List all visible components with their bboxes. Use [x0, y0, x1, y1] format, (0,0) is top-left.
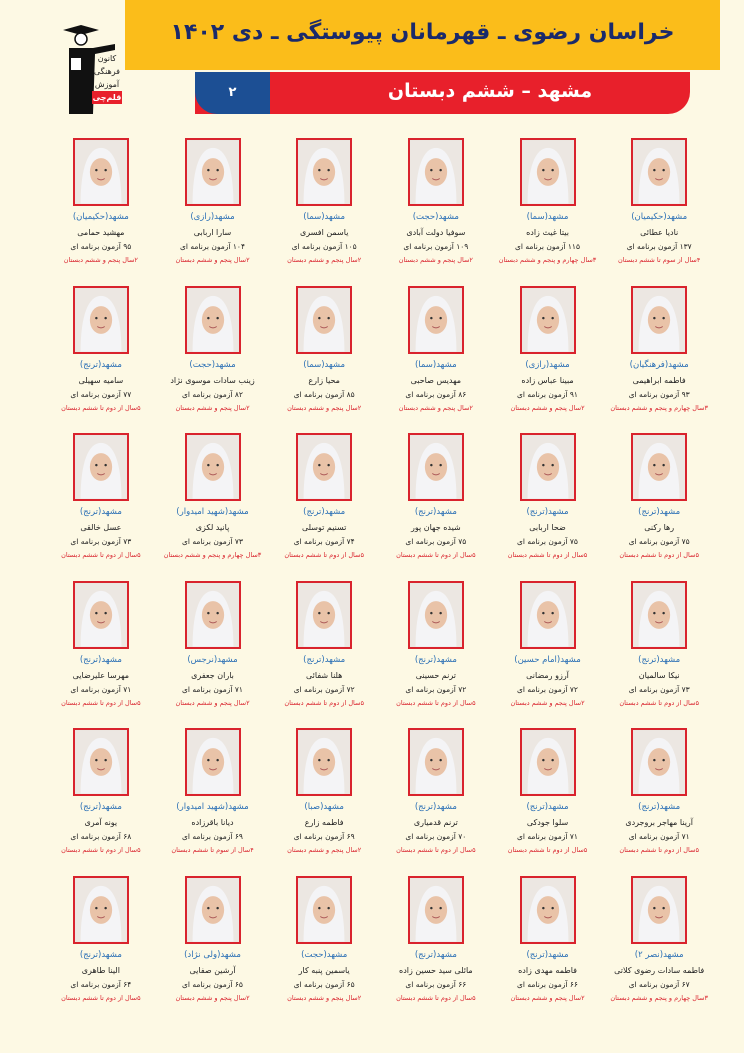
student-school: مشهد(شهید امیدوار) [176, 802, 249, 812]
student-photo [185, 138, 241, 206]
student-card [603, 138, 715, 286]
student-card [492, 876, 604, 1024]
exam-count: ۷۱ آزمون برنامه ای [628, 832, 690, 841]
student-name: ضحا اربابی [529, 523, 566, 532]
student-card [157, 728, 269, 876]
student-school: مشهد(ترنج) [526, 507, 569, 517]
years-attended: ۲سال پنجم و ششم دبستان [287, 403, 362, 412]
years-attended: ۴سال از سوم تا ششم دبستان [618, 256, 701, 264]
student-name: یاسمین پنبه کار [298, 965, 350, 975]
student-photo [185, 581, 241, 649]
years-attended: ۲سال پنجم و ششم دبستان [175, 698, 250, 707]
student-photo [296, 876, 352, 944]
student-photo [296, 581, 352, 649]
exam-count: ۶۵ آزمون برنامه ای [182, 979, 243, 989]
student-photo [296, 728, 352, 796]
years-attended: ۵سال از دوم تا ششم دبستان [619, 846, 699, 854]
student-school: مشهد(حجت) [301, 949, 348, 960]
years-attended: ۲سال پنجم و ششم دبستان [398, 256, 473, 264]
exam-count: ۷۱ آزمون برنامه ای [182, 684, 243, 694]
student-school: مشهد(نصر ۲) [634, 949, 684, 960]
student-school: مشهد(ترنج) [303, 507, 346, 517]
exam-count: ۷۷ آزمون برنامه ای [70, 389, 132, 399]
student-card [268, 433, 380, 581]
years-attended: ۵سال از دوم تا ششم دبستان [396, 993, 476, 1002]
student-photo [631, 433, 687, 501]
student-school: مشهد(ترنج) [414, 802, 457, 812]
student-name: شیده جهان پور [410, 523, 461, 532]
student-name: دیانا باقرزاده [191, 818, 234, 827]
years-attended: ۲سال پنجم و ششم دبستان [175, 256, 250, 264]
exam-count: ۸۵ آزمون برنامه ای [293, 389, 355, 399]
student-card [380, 433, 492, 581]
years-attended: ۳سال چهارم و پنجم و ششم دبستان [498, 256, 597, 264]
years-attended: ۵سال از دوم تا ششم دبستان [284, 551, 364, 559]
student-card [268, 876, 380, 1024]
student-school: مشهد(ترنج) [79, 507, 122, 517]
student-school: مشهد(سما) [303, 212, 346, 222]
student-photo [73, 433, 129, 501]
student-school: مشهد(ترنج) [79, 802, 122, 812]
exam-count: ۷۵ آزمون برنامه ای [628, 537, 690, 546]
student-school: مشهد(امام حسین) [514, 654, 581, 665]
years-attended: ۵سال از دوم تا ششم دبستان [619, 551, 699, 559]
student-card [157, 138, 269, 286]
years-attended: ۵سال از دوم تا ششم دبستان [61, 846, 141, 854]
student-photo [408, 138, 464, 206]
student-name: سلوا جودکی [526, 818, 569, 827]
student-card [492, 433, 604, 581]
student-school: مشهد(ترنج) [638, 802, 681, 812]
student-name: فاطمه سادات رضوی کلاتی [614, 965, 705, 975]
years-attended: ۲سال پنجم و ششم دبستان [175, 403, 250, 412]
student-school: مشهد(سما) [414, 359, 457, 370]
student-name: نیکا سالمیان [638, 670, 680, 680]
student-school: مشهد(حکیمیان) [72, 212, 129, 222]
student-photo [185, 433, 241, 501]
student-card [268, 286, 380, 434]
logo-line: قلم‌چی [92, 93, 122, 102]
student-photo [296, 138, 352, 206]
student-name: آرزو رمضانی [526, 670, 569, 680]
student-name: یاسمن افسری [299, 228, 349, 237]
student-card [157, 433, 269, 581]
page-subtitle: مشهد – ششم دبستان [387, 80, 593, 102]
student-school: مشهد(ترنج) [638, 654, 681, 665]
exam-count: ۶۸ آزمون برنامه ای [70, 832, 132, 841]
exam-count: ۷۲ آزمون برنامه ای [405, 684, 467, 694]
student-photo [408, 286, 464, 354]
years-attended: ۴سال از سوم تا ششم دبستان [171, 846, 254, 854]
years-attended: ۵سال از دوم تا ششم دبستان [396, 698, 476, 707]
years-attended: ۵سال از دوم تا ششم دبستان [61, 993, 141, 1002]
years-attended: ۵سال از دوم تا ششم دبستان [507, 551, 588, 559]
student-name: پانید لکزی [195, 523, 230, 532]
student-card [380, 581, 492, 729]
logo-line: آموزش [94, 80, 120, 89]
student-photo [631, 286, 687, 354]
student-school: مشهد(رازی) [190, 212, 235, 222]
student-photo [408, 876, 464, 944]
years-attended: ۳سال چهارم و پنجم و ششم دبستان [610, 993, 708, 1002]
exam-count: ۷۳ آزمون برنامه ای [70, 537, 132, 546]
student-school: مشهد(ترنج) [526, 802, 569, 812]
student-photo [631, 138, 687, 206]
years-attended: ۲سال پنجم و ششم دبستان [398, 403, 473, 412]
student-card [603, 286, 715, 434]
student-name: فاطمه ابراهیمی [632, 375, 686, 385]
student-card [380, 138, 492, 286]
exam-count: ۶۹ آزمون برنامه ای [182, 832, 243, 841]
years-attended: ۲سال پنجم و ششم دبستان [510, 993, 585, 1002]
student-school: مشهد(رازی) [525, 359, 570, 370]
student-name: ترنم قدمیاری [413, 818, 458, 827]
exam-count: ۶۵ آزمون برنامه ای [293, 979, 355, 989]
exam-count: ۸۲ آزمون برنامه ای [182, 389, 243, 399]
student-name: مهرسا علیرضایی [72, 670, 130, 680]
student-school: مشهد(حجت) [189, 359, 236, 370]
years-attended: ۲سال پنجم و ششم دبستان [287, 256, 362, 264]
years-attended: ۳سال چهارم و پنجم و ششم دبستان [163, 551, 262, 559]
student-card [45, 138, 157, 286]
student-photo [73, 876, 129, 944]
exam-count: ۱۱۵ آزمون برنامه ای [515, 242, 580, 251]
student-photo [520, 433, 576, 501]
student-card [45, 581, 157, 729]
student-school: مشهد(نرجس) [187, 654, 238, 665]
student-name: رها رکنی [644, 523, 675, 532]
student-name: یونه آمری [84, 818, 118, 827]
student-school: مشهد(ترنج) [79, 654, 122, 665]
exam-count: ۱۰۴ آزمون برنامه ای [180, 242, 245, 251]
student-photo [73, 138, 129, 206]
student-photo [520, 138, 576, 206]
student-name: آرشین صفایی [189, 965, 236, 975]
student-card [45, 433, 157, 581]
student-card [380, 876, 492, 1024]
student-name: باران جعفری [191, 670, 234, 680]
student-name: الینا طاهری [81, 965, 120, 975]
student-school: مشهد(ترنج) [638, 507, 681, 517]
student-school: مشهد(شهید امیدوار) [176, 507, 249, 517]
years-attended: ۵سال از دوم تا ششم دبستان [284, 698, 364, 707]
exam-count: ۷۵ آزمون برنامه ای [405, 537, 467, 546]
page-number: ۲ [195, 72, 270, 114]
student-school: مشهد(ترنج) [79, 359, 122, 370]
student-photo [631, 581, 687, 649]
exam-count: ۷۱ آزمون برنامه ای [70, 684, 132, 694]
years-attended: ۵سال از دوم تا ششم دبستان [61, 551, 141, 559]
logo-line: کانون [97, 54, 117, 63]
exam-count: ۶۶ آزمون برنامه ای [405, 979, 467, 989]
student-name: مهدیس صاحبی [410, 375, 462, 385]
student-name: فاطمه زارع [304, 818, 344, 827]
student-card [492, 286, 604, 434]
student-school: مشهد(ترنج) [414, 654, 457, 665]
logo-line: فرهنگی [94, 67, 120, 76]
student-card [268, 581, 380, 729]
student-card [157, 581, 269, 729]
student-name: عسل خالقی [80, 523, 122, 532]
student-photo [520, 876, 576, 944]
student-card [157, 876, 269, 1024]
student-photo [408, 728, 464, 796]
student-photo [185, 876, 241, 944]
exam-count: ۸۶ آزمون برنامه ای [405, 389, 467, 399]
student-card [45, 728, 157, 876]
student-photo [185, 286, 241, 354]
student-school: مشهد(فرهنگیان) [629, 359, 689, 370]
exam-count: ۷۴ آزمون برنامه ای [293, 537, 355, 546]
student-photo [296, 286, 352, 354]
years-attended: ۲سال پنجم و ششم دبستان [63, 256, 138, 264]
exam-count: ۹۵ آزمون برنامه ای [70, 242, 132, 251]
student-name: سارا اربابی [193, 228, 232, 237]
student-card [603, 581, 715, 729]
page-title: خراسان رضوی ـ قهرمانان پیوستگی ـ دی ۱۴۰۲ [170, 20, 675, 45]
student-school: مشهد(ترنج) [79, 949, 122, 960]
student-school: مشهد(ترنج) [303, 654, 346, 665]
student-photo [631, 876, 687, 944]
logo-text [92, 52, 122, 104]
student-name: نادیا عطائی [640, 228, 679, 237]
student-card [45, 876, 157, 1024]
student-photo [408, 433, 464, 501]
students-grid [45, 138, 715, 1023]
exam-count: ۹۱ آزمون برنامه ای [517, 389, 578, 399]
exam-count: ۶۶ آزمون برنامه ای [517, 979, 578, 989]
exam-count: ۶۴ آزمون برنامه ای [70, 979, 132, 989]
student-school: مشهد(حکیمیان) [631, 212, 688, 222]
years-attended: ۵سال از دوم تا ششم دبستان [507, 846, 588, 854]
years-attended: ۲سال پنجم و ششم دبستان [287, 846, 362, 854]
student-school: مشهد(ترنج) [526, 949, 569, 960]
years-attended: ۳سال چهارم و پنجم و ششم دبستان [610, 403, 708, 412]
years-attended: ۵سال از دوم تا ششم دبستان [396, 551, 476, 559]
exam-count: ۷۵ آزمون برنامه ای [517, 537, 578, 546]
student-school: مشهد(ترنج) [414, 507, 457, 517]
years-attended: ۵سال از دوم تا ششم دبستان [396, 846, 476, 854]
student-photo [73, 581, 129, 649]
years-attended: ۵سال از دوم تا ششم دبستان [61, 698, 141, 707]
exam-count: ۷۲ آزمون برنامه ای [293, 684, 355, 694]
student-school: مشهد(ولی نژاد) [184, 949, 241, 960]
student-card [45, 286, 157, 434]
student-name: تسنیم توسلی [301, 523, 347, 532]
student-card [603, 876, 715, 1024]
student-name: آرینا مهاجر بروجردی [625, 818, 694, 827]
student-photo [296, 433, 352, 501]
student-card [492, 138, 604, 286]
student-card [157, 286, 269, 434]
exam-count: ۱۰۹ آزمون برنامه ای [403, 242, 469, 251]
years-attended: ۵سال از دوم تا ششم دبستان [619, 698, 699, 707]
exam-count: ۶۷ آزمون برنامه ای [628, 979, 690, 989]
student-card [380, 286, 492, 434]
student-school: مشهد(سما) [526, 212, 569, 222]
student-photo [520, 581, 576, 649]
years-attended: ۲سال پنجم و ششم دبستان [175, 993, 250, 1002]
student-name: فاطمه مهدی زاده [518, 965, 577, 975]
student-photo [520, 728, 576, 796]
years-attended: ۵سال از دوم تا ششم دبستان [61, 403, 141, 412]
student-name: ترنم حسینی [415, 670, 456, 680]
student-name: سامیه سهیلی [78, 375, 124, 385]
student-card [492, 581, 604, 729]
exam-count: ۶۹ آزمون برنامه ای [293, 832, 355, 841]
student-name: زینب سادات موسوی نژاد [170, 375, 255, 385]
student-photo [408, 581, 464, 649]
exam-count: ۹۳ آزمون برنامه ای [628, 389, 690, 399]
student-card [603, 728, 715, 876]
student-photo [73, 286, 129, 354]
student-photo [520, 286, 576, 354]
exam-count: ۷۲ آزمون برنامه ای [517, 684, 578, 694]
exam-count: ۷۱ آزمون برنامه ای [517, 832, 578, 841]
student-photo [631, 728, 687, 796]
student-card [268, 138, 380, 286]
student-name: محیا زارع [308, 375, 340, 385]
student-photo [185, 728, 241, 796]
exam-count: ۷۰ آزمون برنامه ای [405, 832, 467, 841]
student-school: مشهد(سما) [303, 359, 346, 370]
student-card [603, 433, 715, 581]
years-attended: ۲سال پنجم و ششم دبستان [287, 993, 362, 1002]
student-name: هلنا شفائی [306, 670, 343, 680]
student-name: مهشید حمامی [77, 228, 125, 237]
student-card [268, 728, 380, 876]
exam-count: ۱۳۷ آزمون برنامه ای [626, 242, 692, 251]
student-name: بیتا غیث زاده [526, 228, 569, 237]
student-school: مشهد(حجت) [412, 212, 459, 222]
years-attended: ۲سال پنجم و ششم دبستان [510, 403, 585, 412]
exam-count: ۱۰۵ آزمون برنامه ای [291, 242, 357, 251]
years-attended: ۲سال پنجم و ششم دبستان [510, 698, 585, 707]
student-school: مشهد(صبا) [304, 802, 344, 812]
exam-count: ۷۳ آزمون برنامه ای [182, 537, 243, 546]
exam-count: ۷۳ آزمون برنامه ای [628, 684, 690, 694]
student-name: مائلی سید حسین زاده [399, 965, 473, 975]
student-school: مشهد(ترنج) [414, 949, 457, 960]
student-name: مبینا عباس زاده [521, 375, 574, 385]
student-name: سوفیا دولت آبادی [406, 228, 466, 237]
student-card [492, 728, 604, 876]
student-photo [73, 728, 129, 796]
student-card [380, 728, 492, 876]
